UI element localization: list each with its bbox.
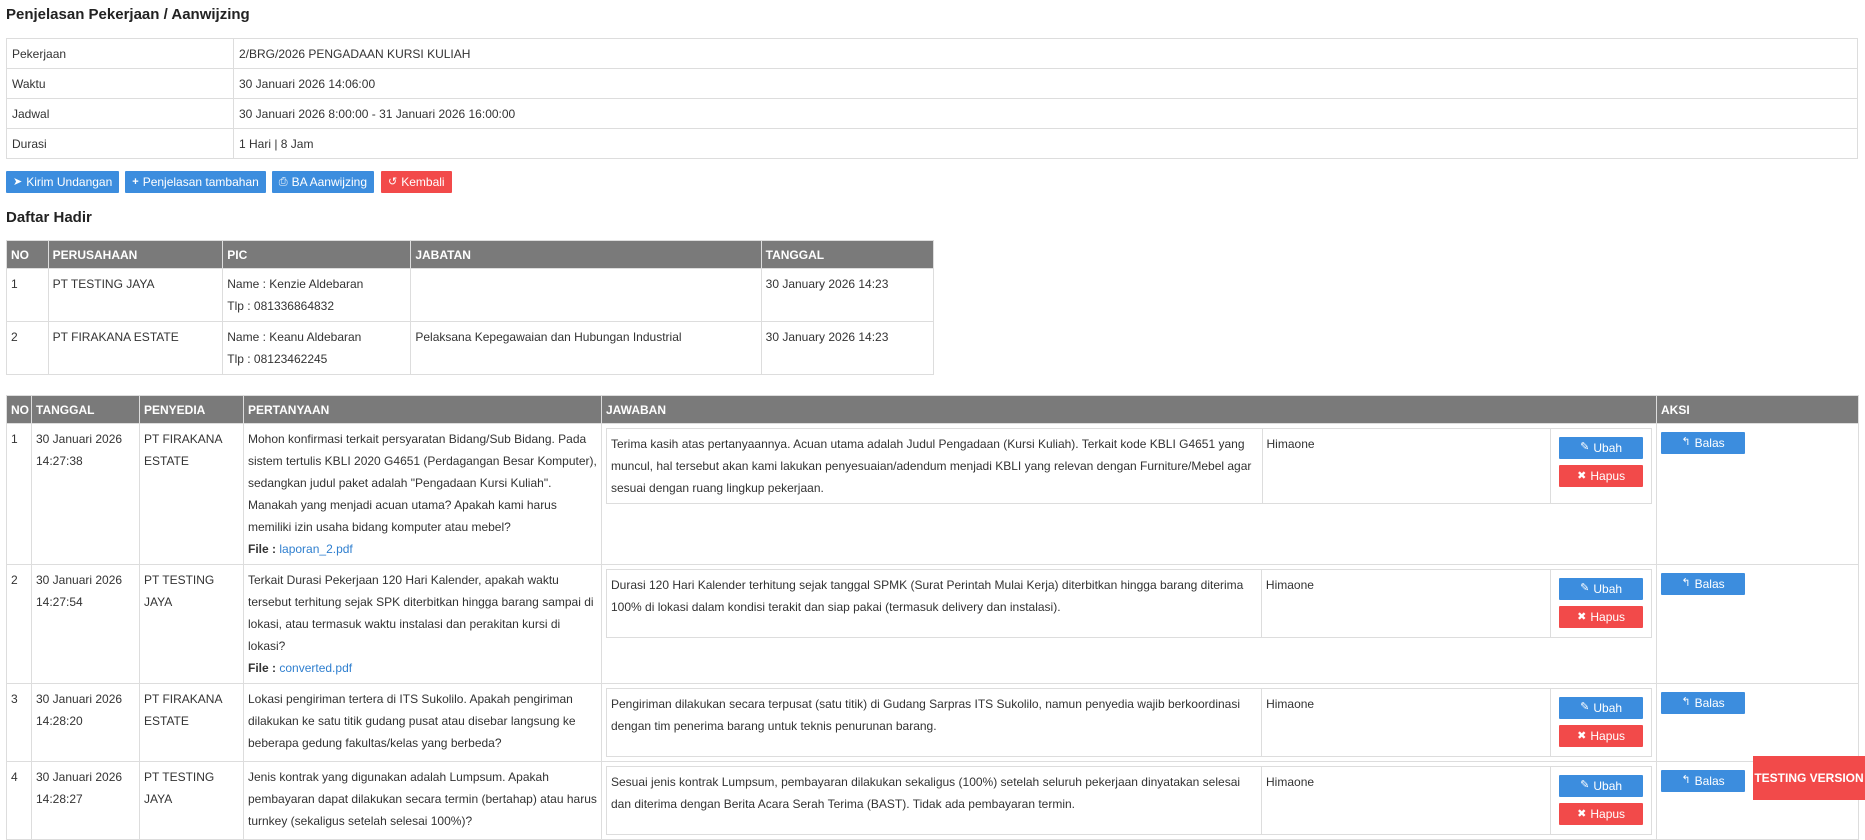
hapus-button[interactable]: [1559, 465, 1643, 487]
question-cell: [244, 424, 602, 565]
answer-text: Terima kasih atas pertanyaannya. Acuan utama adalah Judul Pengadaan (Kursi Kuliah). Terkait kode KBLI G4651 yang muncul, hal tersebut akan kami lakukan penyesuaian/adendum menjadi KBLI yang relevan dengan Furniture/Mebel agar sesuai dengan ruang lingkup pekerjaan.: [607, 429, 1263, 504]
column-header: JAWABAN: [602, 396, 1657, 424]
question-text: Mohon konfirmasi terkait persyaratan Bidang/Sub Bidang. Pada sistem tertulis KBLI 2020 G4651 (Perdagangan Besar Komputer), sedangkan judul paket adalah "Pengadaan Kursi Kuliah". Manakah yang menjadi acuan utama? Apakah kami harus memiliki izin usaha bidang komputer atau mebel?: [248, 432, 597, 534]
kembali-button[interactable]: [381, 171, 452, 193]
row-number: 4: [7, 762, 32, 840]
aksi-cell: [1657, 684, 1859, 762]
company-name: PT FIRAKANA ESTATE: [48, 322, 223, 375]
info-row: [7, 99, 1858, 129]
info-row: [7, 69, 1858, 99]
aksi-cell: [1657, 424, 1859, 565]
info-key: Jadwal: [7, 99, 234, 129]
row-number: 3: [7, 684, 32, 762]
question-date: 30 Januari 2026 14:28:20: [32, 684, 140, 762]
company-name: PT TESTING JAYA: [48, 269, 223, 322]
question-cell: [244, 565, 602, 684]
trash-icon: ✖: [1577, 729, 1587, 742]
answerer-name: Himaone: [1261, 570, 1550, 638]
row-number: 1: [7, 424, 32, 565]
trash-icon: ✖: [1577, 610, 1587, 623]
answer-cell: [602, 684, 1657, 762]
ubah-label: Ubah: [1593, 581, 1623, 596]
answer-row: [607, 429, 1652, 504]
file-label: File :: [248, 661, 277, 675]
row-number: 2: [7, 565, 32, 684]
answer-box: [606, 688, 1652, 757]
daftar-hadir-title: Daftar Hadir: [6, 209, 92, 226]
penjelasan-tambahan-button[interactable]: [125, 171, 266, 193]
hapus-label: Hapus: [1590, 807, 1626, 821]
hapus-button[interactable]: [1559, 606, 1643, 628]
balas-button[interactable]: [1661, 770, 1745, 792]
pic-name: Name : Kenzie Aldebaran: [227, 277, 364, 291]
pic-phone: Tlp : 08123462245: [227, 352, 328, 366]
edit-icon: ✎: [1580, 582, 1590, 594]
info-table: [6, 38, 1858, 159]
ubah-label: Ubah: [1593, 778, 1623, 793]
table-row: [7, 424, 1859, 565]
hapus-label: Hapus: [1590, 729, 1626, 743]
paper-plane-icon: ➤: [13, 175, 23, 188]
hapus-label: Hapus: [1590, 469, 1626, 483]
balas-button[interactable]: [1661, 432, 1745, 454]
file-link[interactable]: converted.pdf: [279, 661, 353, 675]
table-row: [7, 684, 1859, 762]
attendance-table: [6, 240, 934, 375]
answer-actions: [1551, 767, 1652, 835]
row-number: 2: [7, 322, 49, 375]
page-title: Penjelasan Pekerjaan / Aanwijzing: [6, 6, 250, 23]
answerer-name: Himaone: [1262, 689, 1551, 757]
question-text: Jenis kontrak yang digunakan adalah Lumpsum. Apakah pembayaran dapat dilakukan secara termin (bertahap) atau harus turnkey (sekaligus setelah selesai 100%)?: [248, 770, 597, 828]
pic-phone: Tlp : 081336864832: [227, 299, 335, 313]
info-key: Pekerjaan: [7, 39, 234, 69]
info-row: [7, 129, 1858, 159]
ba-aanwijzing-label: BA Aanwijzing: [291, 175, 367, 189]
ba-aanwijzing-button[interactable]: [272, 171, 374, 193]
testing-version-badge: TESTING VERSION: [1753, 756, 1865, 800]
plus-icon: +: [132, 175, 139, 188]
column-header: TANGGAL: [32, 396, 140, 424]
answer-text: Pengiriman dilakukan secara terpusat (satu titik) di Gudang Sarpras ITS Sukolilo, namun penyedia wajib berkoordinasi dengan tim penerima barang untuk teknis penurunan barang.: [607, 689, 1262, 757]
column-header: PERUSAHAAN: [48, 241, 223, 269]
provider-name: PT FIRAKANA ESTATE: [140, 684, 244, 762]
aksi-cell: [1657, 565, 1859, 684]
hapus-button[interactable]: [1559, 725, 1643, 747]
provider-name: PT TESTING JAYA: [140, 565, 244, 684]
provider-name: PT TESTING JAYA: [140, 762, 244, 840]
edit-icon: ✎: [1580, 441, 1590, 453]
table-row: [7, 322, 934, 375]
column-header: PENYEDIA: [140, 396, 244, 424]
answer-text: Sesuai jenis kontrak Lumpsum, pembayaran dilakukan sekaligus (100%) setelah seluruh pekerjaan dinyatakan selesai dan diterima dengan Berita Acara Serah Terima (BAST). Tidak ada pembayaran termin.: [607, 767, 1262, 835]
table-row: [7, 762, 1859, 840]
kirim-undangan-button[interactable]: [6, 171, 119, 193]
table-row: [7, 565, 1859, 684]
question-cell: [244, 762, 602, 840]
edit-icon: ✎: [1580, 779, 1590, 791]
kembali-label: Kembali: [401, 175, 445, 189]
answer-box: [606, 428, 1652, 504]
trash-icon: ✖: [1577, 807, 1587, 820]
answer-actions: [1551, 429, 1652, 504]
info-value: 1 Hari | 8 Jam: [234, 129, 1858, 159]
info-key: Durasi: [7, 129, 234, 159]
answer-cell: [602, 762, 1657, 840]
qa-table: [6, 395, 1859, 840]
trash-icon: ✖: [1577, 469, 1587, 482]
info-key: Waktu: [7, 69, 234, 99]
reply-icon: ↰: [1681, 696, 1691, 708]
balas-button[interactable]: [1661, 573, 1745, 595]
answerer-name: Himaone: [1262, 429, 1551, 504]
reply-icon: ↰: [1681, 577, 1691, 589]
question-text: Lokasi pengiriman tertera di ITS Sukolilo. Apakah pengiriman dilakukan ke satu titik gudang pusat atau disebar langsung ke beberapa gedung fakultas/kelas yang berbeda?: [248, 692, 576, 750]
hapus-label: Hapus: [1590, 610, 1626, 624]
answer-box: [606, 766, 1652, 835]
kirim-undangan-label: Kirim Undangan: [26, 175, 113, 189]
column-header: NO: [7, 241, 49, 269]
reply-icon: ↰: [1681, 436, 1691, 448]
pic-name: Name : Keanu Aldebaran: [227, 330, 362, 344]
attendance-date: 30 January 2026 14:23: [761, 269, 933, 322]
ubah-label: Ubah: [1593, 440, 1623, 455]
action-toolbar: [6, 171, 452, 193]
attendance-date: 30 January 2026 14:23: [761, 322, 933, 375]
balas-label: Balas: [1694, 695, 1725, 710]
ubah-label: Ubah: [1593, 700, 1623, 715]
file-line: [248, 657, 597, 679]
answer-row: [607, 767, 1652, 835]
table-row: [7, 269, 934, 322]
column-header: JABATAN: [411, 241, 761, 269]
balas-label: Balas: [1694, 773, 1725, 788]
pic-cell: [223, 322, 411, 375]
balas-label: Balas: [1694, 435, 1725, 450]
answer-actions: [1551, 570, 1652, 638]
answer-cell: [602, 424, 1657, 565]
file-label: File :: [248, 542, 277, 556]
balas-label: Balas: [1694, 576, 1725, 591]
answer-actions: [1551, 689, 1652, 757]
question-text: Terkait Durasi Pekerjaan 120 Hari Kalender, apakah waktu tersebut terhitung sejak SPK diterbitkan hingga barang sampai di lokasi, atau termasuk waktu instalasi dan perakitan kursi di lokasi?: [248, 573, 594, 653]
question-date: 30 Januari 2026 14:27:38: [32, 424, 140, 565]
column-header: TANGGAL: [761, 241, 933, 269]
reply-icon: ↰: [1681, 774, 1691, 786]
file-link[interactable]: laporan_2.pdf: [279, 542, 353, 556]
answer-text: Durasi 120 Hari Kalender terhitung sejak tanggal SPMK (Surat Perintah Mulai Kerja) diterbitkan hingga barang diterima 100% di lokasi dalam kondisi terakit dan siap pakai (termasuk delivery dan instalasi).: [607, 570, 1262, 638]
balas-button[interactable]: [1661, 692, 1745, 714]
info-value: 30 Januari 2026 8:00:00 - 31 Januari 2026 16:00:00: [234, 99, 1858, 129]
pic-cell: [223, 269, 411, 322]
penjelasan-tambahan-label: Penjelasan tambahan: [142, 175, 259, 189]
info-row: [7, 39, 1858, 69]
info-value: 30 Januari 2026 14:06:00: [234, 69, 1858, 99]
row-number: 1: [7, 269, 49, 322]
question-cell: [244, 684, 602, 762]
answer-cell: [602, 565, 1657, 684]
column-header: PIC: [223, 241, 411, 269]
column-header: NO: [7, 396, 32, 424]
ubah-button[interactable]: [1559, 697, 1643, 719]
position: Pelaksana Kepegawaian dan Hubungan Industrial: [411, 322, 761, 375]
answerer-name: Himaone: [1262, 767, 1551, 835]
edit-icon: ✎: [1580, 701, 1590, 713]
answer-box: [606, 569, 1652, 638]
position: [411, 269, 761, 322]
answer-row: [607, 570, 1652, 638]
ubah-button[interactable]: [1559, 775, 1643, 797]
question-date: 30 Januari 2026 14:28:27: [32, 762, 140, 840]
provider-name: PT FIRAKANA ESTATE: [140, 424, 244, 565]
ubah-button[interactable]: [1559, 578, 1643, 600]
answer-row: [607, 689, 1652, 757]
column-header: PERTANYAAN: [244, 396, 602, 424]
question-date: 30 Januari 2026 14:27:54: [32, 565, 140, 684]
info-value: 2/BRG/2026 PENGADAAN KURSI KULIAH: [234, 39, 1858, 69]
ubah-button[interactable]: [1559, 437, 1643, 459]
column-header: AKSI: [1657, 396, 1859, 424]
file-line: [248, 538, 597, 560]
undo-icon: ↺: [388, 175, 398, 188]
print-icon: ⎙: [278, 175, 288, 188]
hapus-button[interactable]: [1559, 803, 1643, 825]
